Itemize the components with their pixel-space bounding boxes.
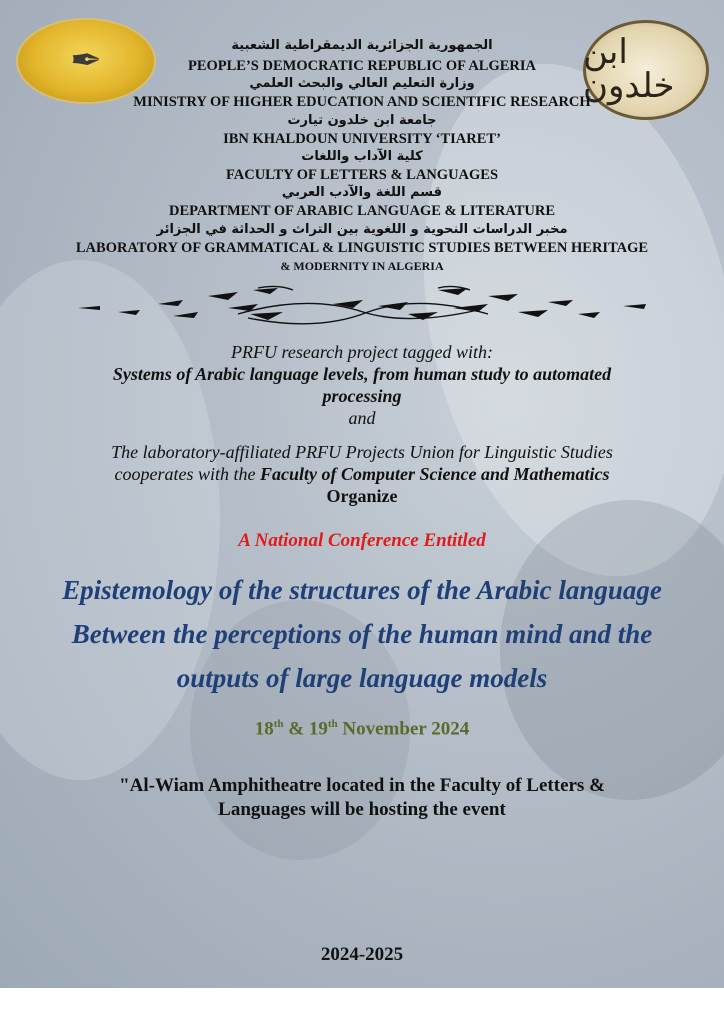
conference-title-line-2: Between the perceptions of the human mind and the — [71, 619, 653, 649]
project-title-line-2: processing — [322, 386, 402, 406]
date-suffix-2: th — [327, 718, 338, 730]
venue-line-2: Languages will be hosting the event — [218, 799, 506, 820]
header-ar-university: جامعة ابن خلدون تيارت — [287, 113, 437, 128]
conference-title-line-3: outputs of large language models — [176, 663, 548, 693]
cooperation-line-1: The laboratory-affiliated PRFU Projects Union for Linguistic Studies — [111, 442, 613, 462]
academic-year: 2024-2025 — [320, 944, 404, 965]
header-en-faculty: FACULTY OF LETTERS & LANGUAGES — [225, 167, 499, 183]
date-day-2: & 19 — [283, 718, 328, 740]
ibn-khaldoun-seal-icon: ابن خلدون — [583, 34, 675, 105]
date-month-year: November 2024 — [337, 718, 470, 740]
feather-icon: ✒ — [70, 40, 102, 82]
venue-line-1: "Al-Wiam Amphitheatre located in the Faculty of Letters & — [119, 775, 605, 796]
header-en-ministry: MINISTRY OF HIGHER EDUCATION AND SCIENTIFIC RESEARCH — [133, 94, 591, 110]
cooperation-text: cooperates with the — [114, 464, 260, 484]
organize-label: Organize — [326, 486, 398, 506]
date-day-1: 18 — [254, 718, 274, 740]
header-ar-ministry: وزارة التعليم العالي والبحث العلمي — [249, 76, 475, 91]
faculty-cs-math: Faculty of Computer Science and Mathematics — [259, 464, 610, 484]
header-ar-department: قسم اللغة والآدب العربي — [281, 185, 443, 200]
header-ar-faculty: كلية الآداب واللغات — [301, 149, 423, 164]
header-en-laboratory-2: & MODERNITY IN ALGERIA — [280, 259, 444, 273]
and-connector: and — [348, 408, 376, 428]
header-en-laboratory: LABORATORY OF GRAMMATICAL & LINGUISTIC STUDIES BETWEEN HERITAGE — [75, 240, 649, 256]
project-title-line-1: Systems of Arabic language levels, from human study to automated — [112, 364, 612, 384]
project-intro: PRFU research project tagged with: — [231, 342, 493, 362]
header-en-republic: PEOPLE’S DEMOCRATIC REPUBLIC OF ALGERIA — [187, 58, 537, 74]
conference-label: A National Conference Entitled — [238, 530, 486, 551]
conference-date — [0, 718, 724, 740]
cooperation-line-2 — [0, 463, 724, 485]
header-en-department: DEPARTMENT OF ARABIC LANGUAGE & LITERATURE — [168, 203, 556, 219]
header-ar-republic: الجمهورية الجزائرية الديمقراطية الشعبية — [231, 38, 493, 53]
ornament-divider — [78, 282, 646, 326]
date-suffix-1: th — [273, 718, 284, 730]
header-en-university: IBN KHALDOUN UNIVERSITY ‘TIARET’ — [223, 131, 501, 147]
conference-title-line-1: Epistemology of the structures of the Arabic language — [62, 575, 662, 605]
header-ar-laboratory: مخبر الدراسات النحوية و اللغوية بين التراث و الحداثة في الجزائر — [156, 222, 568, 237]
circuit-glow-shape — [0, 260, 220, 780]
